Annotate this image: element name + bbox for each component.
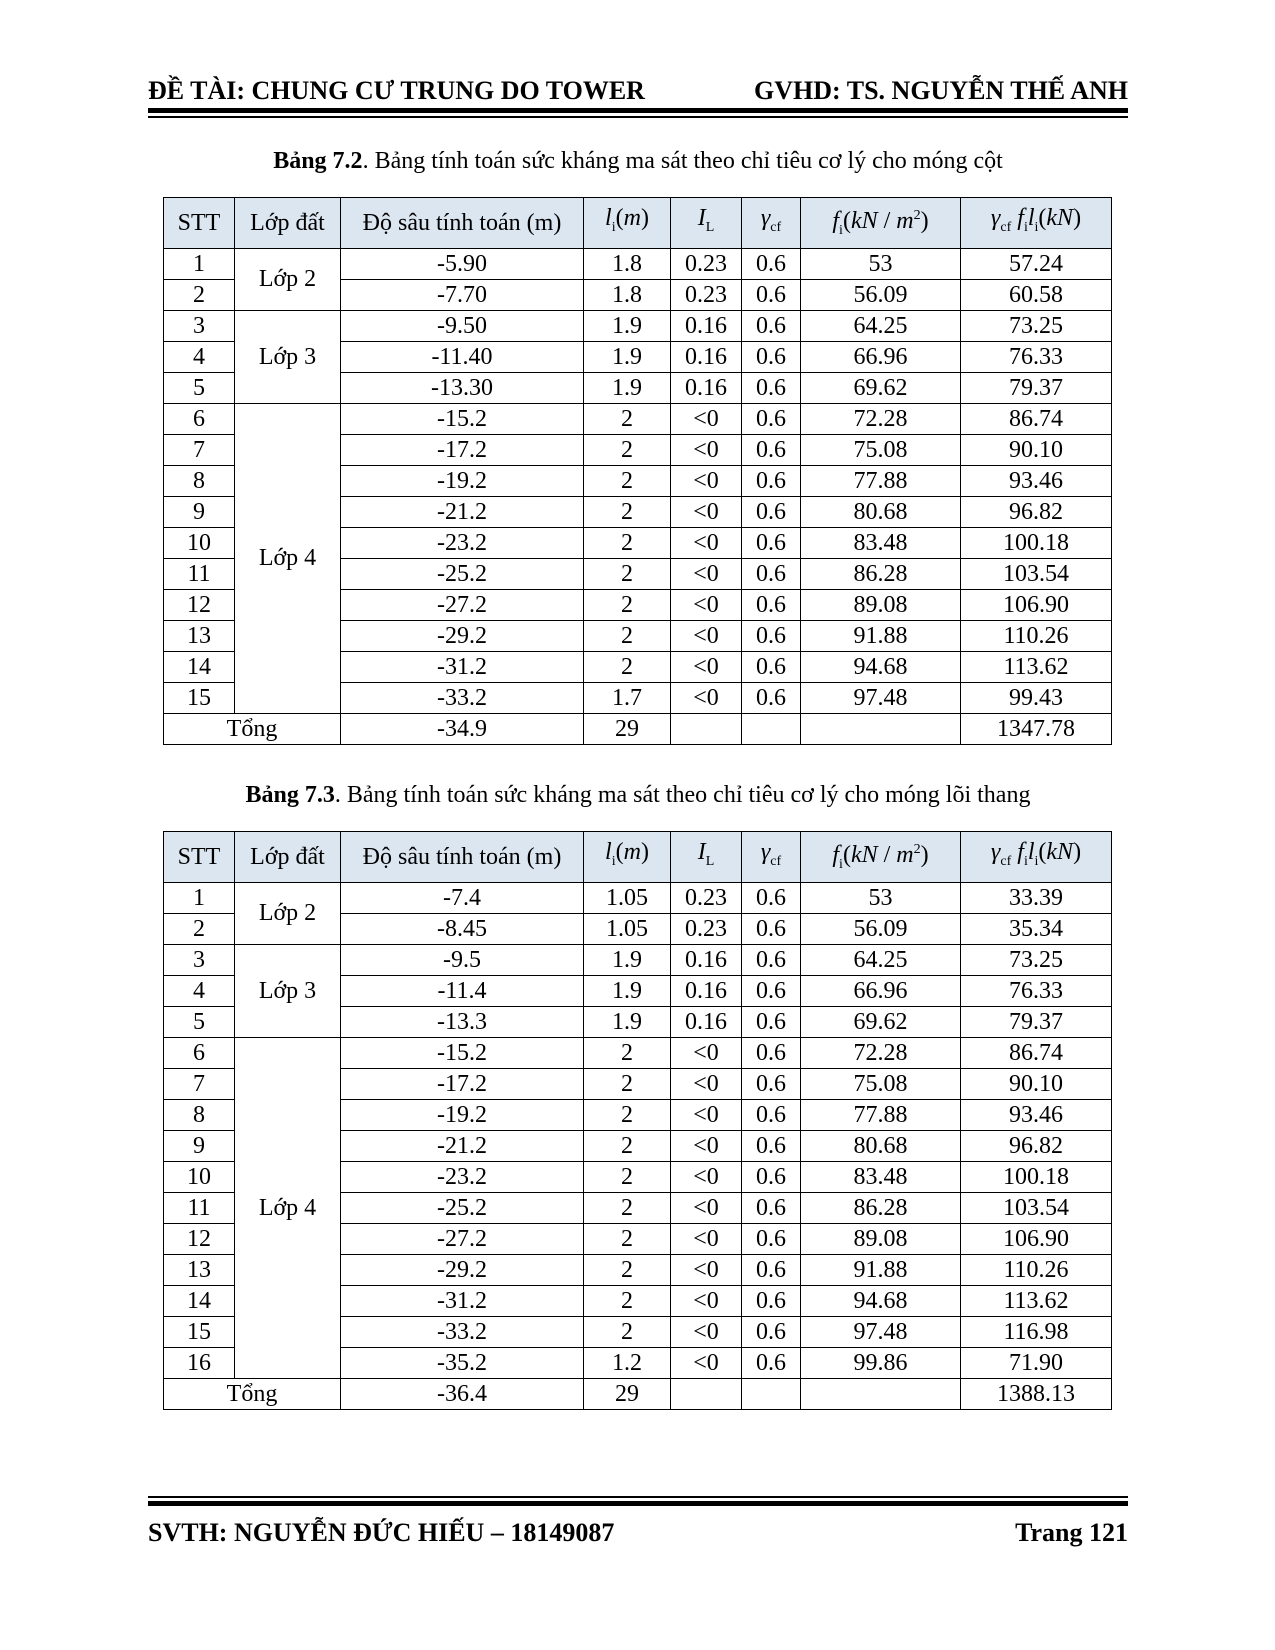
depth-cell: -31.2 — [341, 652, 584, 683]
gamma-cell: 0.6 — [742, 497, 801, 528]
li-cell: 2 — [584, 621, 671, 652]
table2 — [163, 831, 1112, 1410]
fi-cell: 56.09 — [801, 914, 961, 945]
stt-cell: 9 — [164, 497, 235, 528]
header-rule-thick — [148, 108, 1128, 113]
total-depth: -34.9 — [341, 714, 584, 745]
product-cell: 76.33 — [961, 342, 1112, 373]
li-cell: 1.9 — [584, 342, 671, 373]
fi-cell: 80.68 — [801, 1131, 961, 1162]
il-cell: 0.16 — [671, 976, 742, 1007]
li-cell: 1.9 — [584, 945, 671, 976]
product-cell: 113.62 — [961, 652, 1112, 683]
product-cell: 99.43 — [961, 683, 1112, 714]
product-cell: 103.54 — [961, 559, 1112, 590]
li-cell: 1.9 — [584, 1007, 671, 1038]
stt-cell: 12 — [164, 590, 235, 621]
product-cell: 90.10 — [961, 435, 1112, 466]
stt-cell: 8 — [164, 1100, 235, 1131]
stt-cell: 7 — [164, 1069, 235, 1100]
il-cell: <0 — [671, 528, 742, 559]
depth-cell: -9.50 — [341, 311, 584, 342]
page-footer — [148, 1518, 1128, 1548]
stt-cell: 2 — [164, 280, 235, 311]
total-empty — [742, 714, 801, 745]
total-empty — [801, 1379, 961, 1410]
fi-cell: 89.08 — [801, 590, 961, 621]
table1 — [163, 197, 1112, 745]
li-cell: 1.9 — [584, 976, 671, 1007]
stt-cell: 4 — [164, 342, 235, 373]
stt-cell: 11 — [164, 1193, 235, 1224]
li-cell: 2 — [584, 497, 671, 528]
stt-cell: 9 — [164, 1131, 235, 1162]
product-cell: 106.90 — [961, 1224, 1112, 1255]
product-cell: 110.26 — [961, 621, 1112, 652]
total-depth: -36.4 — [341, 1379, 584, 1410]
il-cell: <0 — [671, 404, 742, 435]
gamma-cell: 0.6 — [742, 404, 801, 435]
page-header — [148, 72, 1128, 106]
col-stt: STT — [164, 832, 235, 883]
table-row — [164, 1038, 1112, 1069]
fi-cell: 99.86 — [801, 1348, 961, 1379]
fi-cell: 66.96 — [801, 342, 961, 373]
total-row — [164, 1379, 1112, 1410]
col-stt: STT — [164, 198, 235, 249]
fi-cell: 91.88 — [801, 621, 961, 652]
total-sum: 1388.13 — [961, 1379, 1112, 1410]
il-cell: <0 — [671, 1069, 742, 1100]
li-cell: 1.8 — [584, 280, 671, 311]
gamma-cell: 0.6 — [742, 1224, 801, 1255]
total-label: Tổng — [164, 1379, 341, 1410]
depth-cell: -17.2 — [341, 435, 584, 466]
product-cell: 57.24 — [961, 249, 1112, 280]
fi-cell: 94.68 — [801, 652, 961, 683]
fi-cell: 64.25 — [801, 945, 961, 976]
stt-cell: 6 — [164, 1038, 235, 1069]
il-cell: 0.23 — [671, 883, 742, 914]
gamma-cell: 0.6 — [742, 1162, 801, 1193]
stt-cell: 1 — [164, 249, 235, 280]
il-cell: 0.23 — [671, 249, 742, 280]
depth-cell: -31.2 — [341, 1286, 584, 1317]
col-gamma: $\gamma_{cf}$ — [742, 198, 801, 249]
fi-cell: 66.96 — [801, 976, 961, 1007]
table1-caption-text: . Bảng tính toán sức kháng ma sát theo chỉ tiêu cơ lý cho móng cột — [362, 148, 1003, 174]
col-product: $\gamma_{cf}$ $f_il_i(kN)$ — [961, 198, 1112, 249]
li-cell: 2 — [584, 590, 671, 621]
il-cell: <0 — [671, 1224, 742, 1255]
stt-cell: 10 — [164, 528, 235, 559]
total-label: Tổng — [164, 714, 341, 745]
il-cell: <0 — [671, 435, 742, 466]
fi-cell: 53 — [801, 883, 961, 914]
li-cell: 1.9 — [584, 373, 671, 404]
layer-cell: Lớp 3 — [235, 945, 341, 1038]
stt-cell: 14 — [164, 1286, 235, 1317]
il-cell: <0 — [671, 466, 742, 497]
table1-caption-label: Bảng 7.2 — [273, 148, 363, 174]
product-cell: 71.90 — [961, 1348, 1112, 1379]
col-depth: Độ sâu tính toán (m) — [341, 198, 584, 249]
product-cell: 60.58 — [961, 280, 1112, 311]
li-cell: 2 — [584, 652, 671, 683]
product-cell: 106.90 — [961, 590, 1112, 621]
total-li: 29 — [584, 714, 671, 745]
product-cell: 103.54 — [961, 1193, 1112, 1224]
gamma-cell: 0.6 — [742, 466, 801, 497]
li-cell: 1.2 — [584, 1348, 671, 1379]
depth-cell: -7.4 — [341, 883, 584, 914]
header-title: ĐỀ TÀI: CHUNG CƯ TRUNG DO TOWER — [148, 76, 645, 105]
il-cell: 0.16 — [671, 945, 742, 976]
total-empty — [671, 1379, 742, 1410]
il-cell: 0.23 — [671, 914, 742, 945]
fi-cell: 77.88 — [801, 1100, 961, 1131]
li-cell: 2 — [584, 1317, 671, 1348]
layer-cell: Lớp 4 — [235, 404, 341, 714]
il-cell: <0 — [671, 1317, 742, 1348]
col-layer: Lớp đất — [235, 198, 341, 249]
total-sum: 1347.78 — [961, 714, 1112, 745]
table-row — [164, 311, 1112, 342]
fi-cell: 97.48 — [801, 683, 961, 714]
product-cell: 79.37 — [961, 1007, 1112, 1038]
table-row — [164, 404, 1112, 435]
li-cell: 2 — [584, 435, 671, 466]
product-cell: 76.33 — [961, 976, 1112, 1007]
table1-caption — [148, 148, 1128, 175]
product-cell: 73.25 — [961, 311, 1112, 342]
gamma-cell: 0.6 — [742, 914, 801, 945]
product-cell: 93.46 — [961, 1100, 1112, 1131]
depth-cell: -13.30 — [341, 373, 584, 404]
il-cell: <0 — [671, 683, 742, 714]
total-empty — [671, 714, 742, 745]
depth-cell: -23.2 — [341, 1162, 584, 1193]
fi-cell: 77.88 — [801, 466, 961, 497]
depth-cell: -8.45 — [341, 914, 584, 945]
stt-cell: 2 — [164, 914, 235, 945]
header-rule-thin — [148, 116, 1128, 118]
li-cell: 2 — [584, 466, 671, 497]
li-cell: 2 — [584, 404, 671, 435]
depth-cell: -21.2 — [341, 1131, 584, 1162]
stt-cell: 13 — [164, 621, 235, 652]
fi-cell: 83.48 — [801, 528, 961, 559]
il-cell: <0 — [671, 1100, 742, 1131]
col-fi: $f_i(kN / m^2)$ — [801, 198, 961, 249]
li-cell: 2 — [584, 1162, 671, 1193]
gamma-cell: 0.6 — [742, 249, 801, 280]
gamma-cell: 0.6 — [742, 652, 801, 683]
stt-cell: 3 — [164, 945, 235, 976]
stt-cell: 16 — [164, 1348, 235, 1379]
gamma-cell: 0.6 — [742, 976, 801, 1007]
gamma-cell: 0.6 — [742, 342, 801, 373]
li-cell: 2 — [584, 559, 671, 590]
fi-cell: 72.28 — [801, 1038, 961, 1069]
gamma-cell: 0.6 — [742, 280, 801, 311]
product-cell: 93.46 — [961, 466, 1112, 497]
depth-cell: -21.2 — [341, 497, 584, 528]
gamma-cell: 0.6 — [742, 1255, 801, 1286]
gamma-cell: 0.6 — [742, 1317, 801, 1348]
depth-cell: -17.2 — [341, 1069, 584, 1100]
product-cell: 86.74 — [961, 404, 1112, 435]
depth-cell: -11.4 — [341, 976, 584, 1007]
total-empty — [742, 1379, 801, 1410]
stt-cell: 10 — [164, 1162, 235, 1193]
gamma-cell: 0.6 — [742, 683, 801, 714]
depth-cell: -9.5 — [341, 945, 584, 976]
li-cell: 1.05 — [584, 914, 671, 945]
il-cell: <0 — [671, 1038, 742, 1069]
stt-cell: 6 — [164, 404, 235, 435]
total-empty — [801, 714, 961, 745]
depth-cell: -15.2 — [341, 1038, 584, 1069]
col-il: $I_L$ — [671, 198, 742, 249]
il-cell: <0 — [671, 652, 742, 683]
depth-cell: -13.3 — [341, 1007, 584, 1038]
col-il: $I_L$ — [671, 832, 742, 883]
table2-caption — [148, 782, 1128, 809]
fi-cell: 75.08 — [801, 1069, 961, 1100]
il-cell: <0 — [671, 1348, 742, 1379]
layer-cell: Lớp 3 — [235, 311, 341, 404]
depth-cell: -35.2 — [341, 1348, 584, 1379]
gamma-cell: 0.6 — [742, 528, 801, 559]
il-cell: <0 — [671, 1131, 742, 1162]
gamma-cell: 0.6 — [742, 1038, 801, 1069]
table2-header-row — [164, 832, 1112, 883]
col-product: $\gamma_{cf}$ $f_il_i(kN)$ — [961, 832, 1112, 883]
gamma-cell: 0.6 — [742, 590, 801, 621]
fi-cell: 69.62 — [801, 373, 961, 404]
fi-cell: 64.25 — [801, 311, 961, 342]
layer-cell: Lớp 4 — [235, 1038, 341, 1379]
il-cell: <0 — [671, 1255, 742, 1286]
table-row — [164, 883, 1112, 914]
gamma-cell: 0.6 — [742, 559, 801, 590]
gamma-cell: 0.6 — [742, 1100, 801, 1131]
gamma-cell: 0.6 — [742, 311, 801, 342]
li-cell: 1.7 — [584, 683, 671, 714]
il-cell: <0 — [671, 1193, 742, 1224]
il-cell: <0 — [671, 621, 742, 652]
stt-cell: 7 — [164, 435, 235, 466]
fi-cell: 86.28 — [801, 1193, 961, 1224]
footer-rule-thick — [148, 1501, 1128, 1506]
li-cell: 2 — [584, 1038, 671, 1069]
header-advisor: GVHD: TS. NGUYỄN THẾ ANH — [754, 76, 1128, 105]
stt-cell: 4 — [164, 976, 235, 1007]
depth-cell: -11.40 — [341, 342, 584, 373]
gamma-cell: 0.6 — [742, 1193, 801, 1224]
il-cell: 0.23 — [671, 280, 742, 311]
product-cell: 90.10 — [961, 1069, 1112, 1100]
footer-page-number: Trang 121 — [1015, 1518, 1128, 1547]
table2-caption-text: . Bảng tính toán sức kháng ma sát theo chỉ tiêu cơ lý cho móng lõi thang — [334, 782, 1031, 808]
product-cell: 100.18 — [961, 528, 1112, 559]
fi-cell: 91.88 — [801, 1255, 961, 1286]
gamma-cell: 0.6 — [742, 435, 801, 466]
gamma-cell: 0.6 — [742, 1286, 801, 1317]
product-cell: 100.18 — [961, 1162, 1112, 1193]
depth-cell: -27.2 — [341, 1224, 584, 1255]
il-cell: <0 — [671, 1162, 742, 1193]
il-cell: 0.16 — [671, 1007, 742, 1038]
gamma-cell: 0.6 — [742, 621, 801, 652]
li-cell: 2 — [584, 1069, 671, 1100]
li-cell: 2 — [584, 528, 671, 559]
depth-cell: -27.2 — [341, 590, 584, 621]
table2-caption-label: Bảng 7.3 — [245, 782, 335, 808]
stt-cell: 15 — [164, 1317, 235, 1348]
fi-cell: 97.48 — [801, 1317, 961, 1348]
depth-cell: -29.2 — [341, 621, 584, 652]
depth-cell: -19.2 — [341, 1100, 584, 1131]
fi-cell: 53 — [801, 249, 961, 280]
depth-cell: -19.2 — [341, 466, 584, 497]
gamma-cell: 0.6 — [742, 945, 801, 976]
depth-cell: -15.2 — [341, 404, 584, 435]
product-cell: 73.25 — [961, 945, 1112, 976]
stt-cell: 15 — [164, 683, 235, 714]
li-cell: 2 — [584, 1193, 671, 1224]
li-cell: 2 — [584, 1255, 671, 1286]
product-cell: 110.26 — [961, 1255, 1112, 1286]
il-cell: 0.16 — [671, 311, 742, 342]
total-row — [164, 714, 1112, 745]
gamma-cell: 0.6 — [742, 1069, 801, 1100]
fi-cell: 69.62 — [801, 1007, 961, 1038]
il-cell: 0.16 — [671, 342, 742, 373]
depth-cell: -25.2 — [341, 1193, 584, 1224]
product-cell: 35.34 — [961, 914, 1112, 945]
col-depth: Độ sâu tính toán (m) — [341, 832, 584, 883]
fi-cell: 89.08 — [801, 1224, 961, 1255]
product-cell: 79.37 — [961, 373, 1112, 404]
depth-cell: -7.70 — [341, 280, 584, 311]
product-cell: 96.82 — [961, 497, 1112, 528]
fi-cell: 86.28 — [801, 559, 961, 590]
fi-cell: 72.28 — [801, 404, 961, 435]
depth-cell: -33.2 — [341, 1317, 584, 1348]
layer-cell: Lớp 2 — [235, 883, 341, 945]
stt-cell: 11 — [164, 559, 235, 590]
stt-cell: 13 — [164, 1255, 235, 1286]
gamma-cell: 0.6 — [742, 1007, 801, 1038]
depth-cell: -23.2 — [341, 528, 584, 559]
stt-cell: 5 — [164, 1007, 235, 1038]
product-cell: 33.39 — [961, 883, 1112, 914]
li-cell: 1.05 — [584, 883, 671, 914]
depth-cell: -5.90 — [341, 249, 584, 280]
li-cell: 2 — [584, 1131, 671, 1162]
depth-cell: -33.2 — [341, 683, 584, 714]
col-li: $l_i(m)$ — [584, 198, 671, 249]
stt-cell: 8 — [164, 466, 235, 497]
depth-cell: -29.2 — [341, 1255, 584, 1286]
total-li: 29 — [584, 1379, 671, 1410]
col-gamma: $\gamma_{cf}$ — [742, 832, 801, 883]
gamma-cell: 0.6 — [742, 883, 801, 914]
product-cell: 116.98 — [961, 1317, 1112, 1348]
table-row — [164, 945, 1112, 976]
product-cell: 113.62 — [961, 1286, 1112, 1317]
il-cell: 0.16 — [671, 373, 742, 404]
stt-cell: 3 — [164, 311, 235, 342]
fi-cell: 56.09 — [801, 280, 961, 311]
gamma-cell: 0.6 — [742, 1131, 801, 1162]
li-cell: 2 — [584, 1100, 671, 1131]
layer-cell: Lớp 2 — [235, 249, 341, 311]
stt-cell: 12 — [164, 1224, 235, 1255]
table1-header-row — [164, 198, 1112, 249]
stt-cell: 14 — [164, 652, 235, 683]
il-cell: <0 — [671, 1286, 742, 1317]
col-fi: $f_i(kN / m^2)$ — [801, 832, 961, 883]
footer-student: SVTH: NGUYỄN ĐỨC HIẾU – 18149087 — [148, 1518, 615, 1547]
gamma-cell: 0.6 — [742, 373, 801, 404]
footer-rule-thin — [148, 1496, 1128, 1498]
stt-cell: 1 — [164, 883, 235, 914]
fi-cell: 80.68 — [801, 497, 961, 528]
table-row — [164, 249, 1112, 280]
depth-cell: -25.2 — [341, 559, 584, 590]
li-cell: 1.8 — [584, 249, 671, 280]
il-cell: <0 — [671, 497, 742, 528]
li-cell: 1.9 — [584, 311, 671, 342]
col-layer: Lớp đất — [235, 832, 341, 883]
il-cell: <0 — [671, 590, 742, 621]
col-li: $l_i(m)$ — [584, 832, 671, 883]
product-cell: 86.74 — [961, 1038, 1112, 1069]
li-cell: 2 — [584, 1286, 671, 1317]
fi-cell: 75.08 — [801, 435, 961, 466]
fi-cell: 83.48 — [801, 1162, 961, 1193]
il-cell: <0 — [671, 559, 742, 590]
stt-cell: 5 — [164, 373, 235, 404]
product-cell: 96.82 — [961, 1131, 1112, 1162]
li-cell: 2 — [584, 1224, 671, 1255]
gamma-cell: 0.6 — [742, 1348, 801, 1379]
fi-cell: 94.68 — [801, 1286, 961, 1317]
